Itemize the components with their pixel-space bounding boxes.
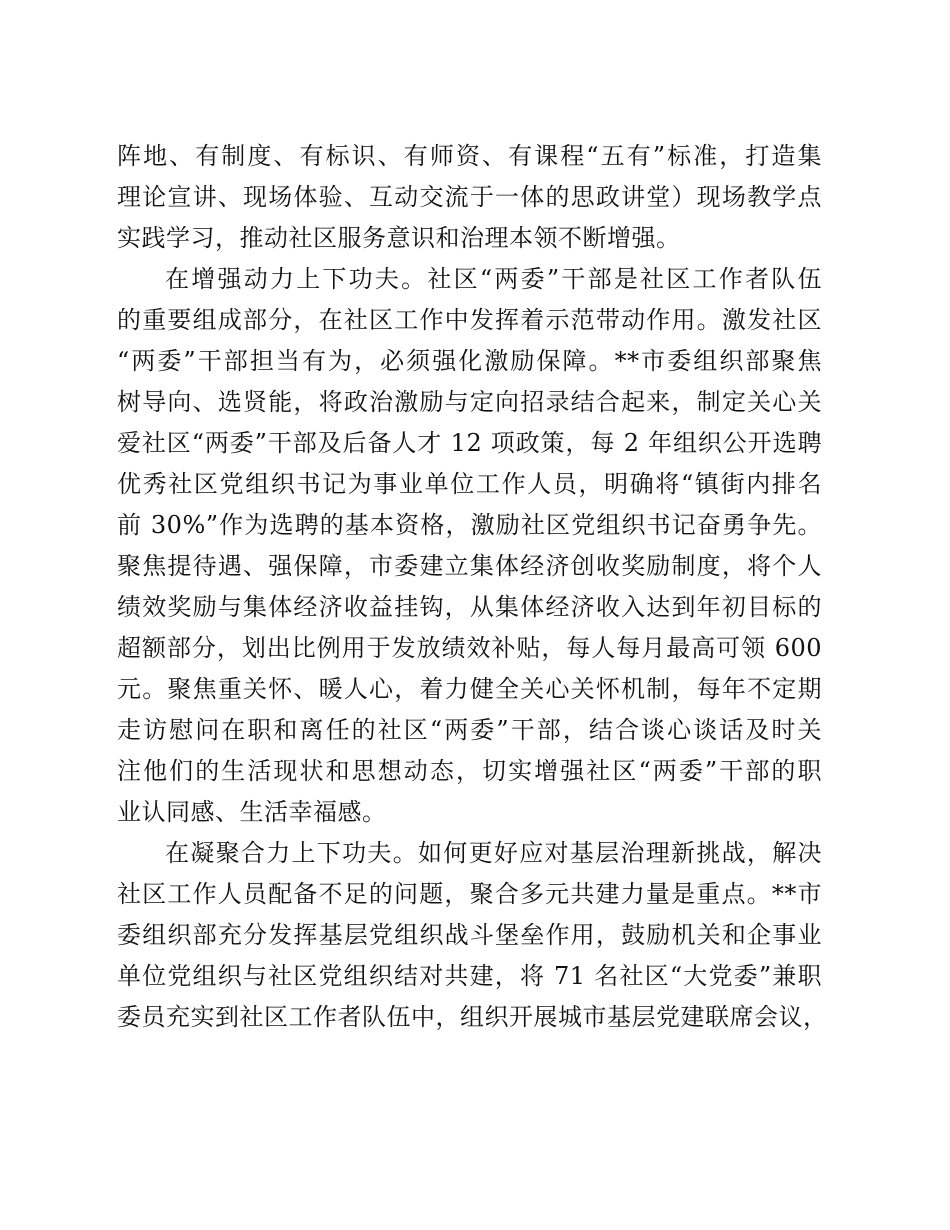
text-line: 树导向、选贤能，将政治激励与定向招录结合起来，制定关心关	[117, 388, 822, 416]
text-line: 绩效奖励与集体经济收益挂钩，从集体经济收入达到年初目标的	[117, 593, 822, 621]
text-line: 理论宣讲、现场体验、互动交流于一体的思政讲堂）现场教学点	[117, 183, 822, 211]
paragraph-start-line: 在凝聚合力上下功夫。如何更好应对基层治理新挑战，解决	[165, 839, 822, 867]
text-line: 聚焦提待遇、强保障，市委建立集体经济创收奖励制度，将个人	[117, 552, 822, 580]
text-line: 的重要组成部分，在社区工作中发挥着示范带动作用。激发社区	[117, 306, 822, 334]
text-line: 委员充实到社区工作者队伍中，组织开展城市基层党建联席会议，	[117, 1003, 828, 1031]
text-line: 委组织部充分发挥基层党组织战斗堡垒作用，鼓励机关和企事业	[117, 921, 822, 949]
text-line: 元。聚焦重关怀、暖人心，着力健全关心关怀机制，每年不定期	[117, 675, 822, 703]
text-line: 优秀社区党组织书记为事业单位工作人员，明确将“镇街内排名	[117, 470, 822, 498]
paragraph-start-line: 在增强动力上下功夫。社区“两委”干部是社区工作者队伍	[165, 265, 822, 293]
text-line: 注他们的生活现状和思想动态，切实增强社区“两委”干部的职	[117, 757, 822, 785]
text-line: 社区工作人员配备不足的问题，聚合多元共建力量是重点。**市	[117, 880, 822, 908]
text-line: 实践学习，推动社区服务意识和治理本领不断增强。	[117, 224, 681, 252]
text-line: “两委”干部担当有为，必须强化激励保障。**市委组织部聚焦	[117, 347, 822, 375]
text-line: 走访慰问在职和离任的社区“两委”干部，结合谈心谈话及时关	[117, 716, 822, 744]
text-line: 爱社区“两委”干部及后备人才 12 项政策，每 2 年组织公开选聘	[117, 429, 822, 457]
text-line: 前 30%”作为选聘的基本资格，激励社区党组织书记奋勇争先。	[117, 511, 822, 539]
text-line: 业认同感、生活幸福感。	[117, 798, 387, 826]
body-text	[117, 136, 828, 1038]
text-line: 阵地、有制度、有标识、有师资、有课程“五有”标准，打造集	[117, 142, 822, 170]
text-line: 超额部分，划出比例用于发放绩效补贴，每人每月最高可领 600	[117, 634, 822, 662]
text-line: 单位党组织与社区党组织结对共建，将 71 名社区“大党委”兼职	[117, 962, 822, 990]
